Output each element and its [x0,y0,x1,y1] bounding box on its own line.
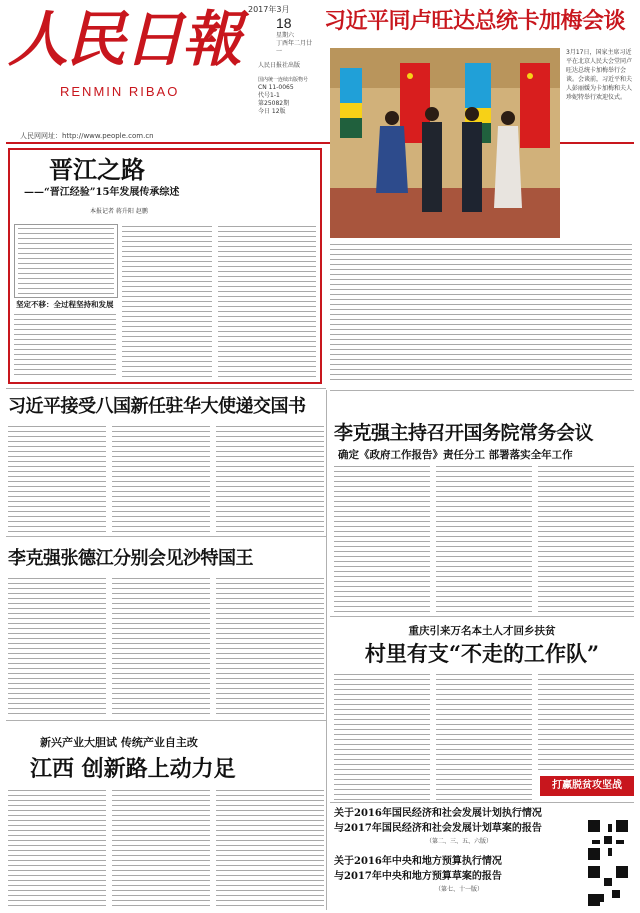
xi-kagame-body-text [330,244,632,384]
jinjiang-section-head: 坚定不移：全过程坚持和发展 [16,300,114,309]
romanization: RENMIN RIBAO [60,84,180,99]
jinjiang-lead-box [14,224,118,298]
issn: 国内统一连续出版物号 [258,77,309,83]
report-line-1: 关于2016年国民经济和社会发展计划执行情况 [334,808,542,819]
year-month: 2017年3月 [248,5,290,14]
headline-ambassadors: 习近平接受八国新任驻华大使递交国书 [8,396,306,417]
report-line-3: 关于2016年中央和地方预算执行情况 [334,856,502,867]
headline-jiangxi: 江西 创新路上动力足 [30,756,236,782]
meeting-photo-illustration [330,48,560,238]
headline-xi-kagame: 习近平同卢旺达总统卡加梅会谈 [324,8,626,34]
reports-block [334,806,584,910]
headline-village: 村里有支“不走的工作队” [364,641,600,666]
photo-xi-kagame [330,48,560,238]
issue-number: 第25082期 [258,100,290,107]
headline-state-council: 李克强主持召开国务院常务会议 [334,422,594,444]
weekday: 星期六 [276,32,295,39]
poverty-tag [540,776,634,796]
jinjiang-title: 晋江之路 [49,155,145,184]
website: 人民网网址：http://www.people.com.cn [20,132,154,140]
kicker-village: 重庆引来万名本土人才回乡扶贫 [408,625,556,637]
masthead [0,0,320,140]
qr-code-icon [588,820,628,860]
cn-code: CN 11-0065 [258,84,294,91]
qr-codes [588,820,632,908]
date-block [248,6,314,116]
subhead-state-council: 确定《政府工作报告》责任分工 部署落实全年工作 [338,449,573,461]
day: 18 [276,15,292,31]
post-code: 代号1-1 [258,92,280,99]
poverty-tag-label: 打赢脱贫攻坚战 [552,780,622,791]
report-line-2-note: （第二、三、五、六版） [425,838,492,845]
jinjiang-subtitle: ——“晋江经验”15年发展传承综述 [24,187,180,198]
kicker-jiangxi: 新兴产业大胆试 传统产业自主改 [40,736,198,749]
headline-saudi-king: 李克强张德江分别会见沙特国王 [8,548,253,569]
qr-code-icon [588,866,628,906]
report-line-4: 与2017年中央和地方预算草案的报告 [334,871,502,882]
photo-caption: 3月17日，国家主席习近平在北京人民大会堂同卢旺达总统卡加梅举行会谈。会谈前，习近平和夫人彭丽媛为卡加梅和夫人珍妮特举行欢迎仪式。 [566,49,633,101]
flag-rwanda-icon [340,68,362,138]
jinjiang-article [8,148,322,384]
report-line-2: 与2017年国民经济和社会发展计划草案的报告 [334,823,542,834]
report-line-4-note: （第七、十一版） [434,886,483,893]
newspaper-logo: 人民日報 [8,5,240,75]
lunar: 丁酉年二月廿一 [276,40,313,55]
publisher: 人民日报社出版 [258,62,301,69]
jinjiang-byline: 本报记者 蒋升阳 赵鹏 [90,208,148,215]
page-count: 今日 12版 [258,108,286,115]
